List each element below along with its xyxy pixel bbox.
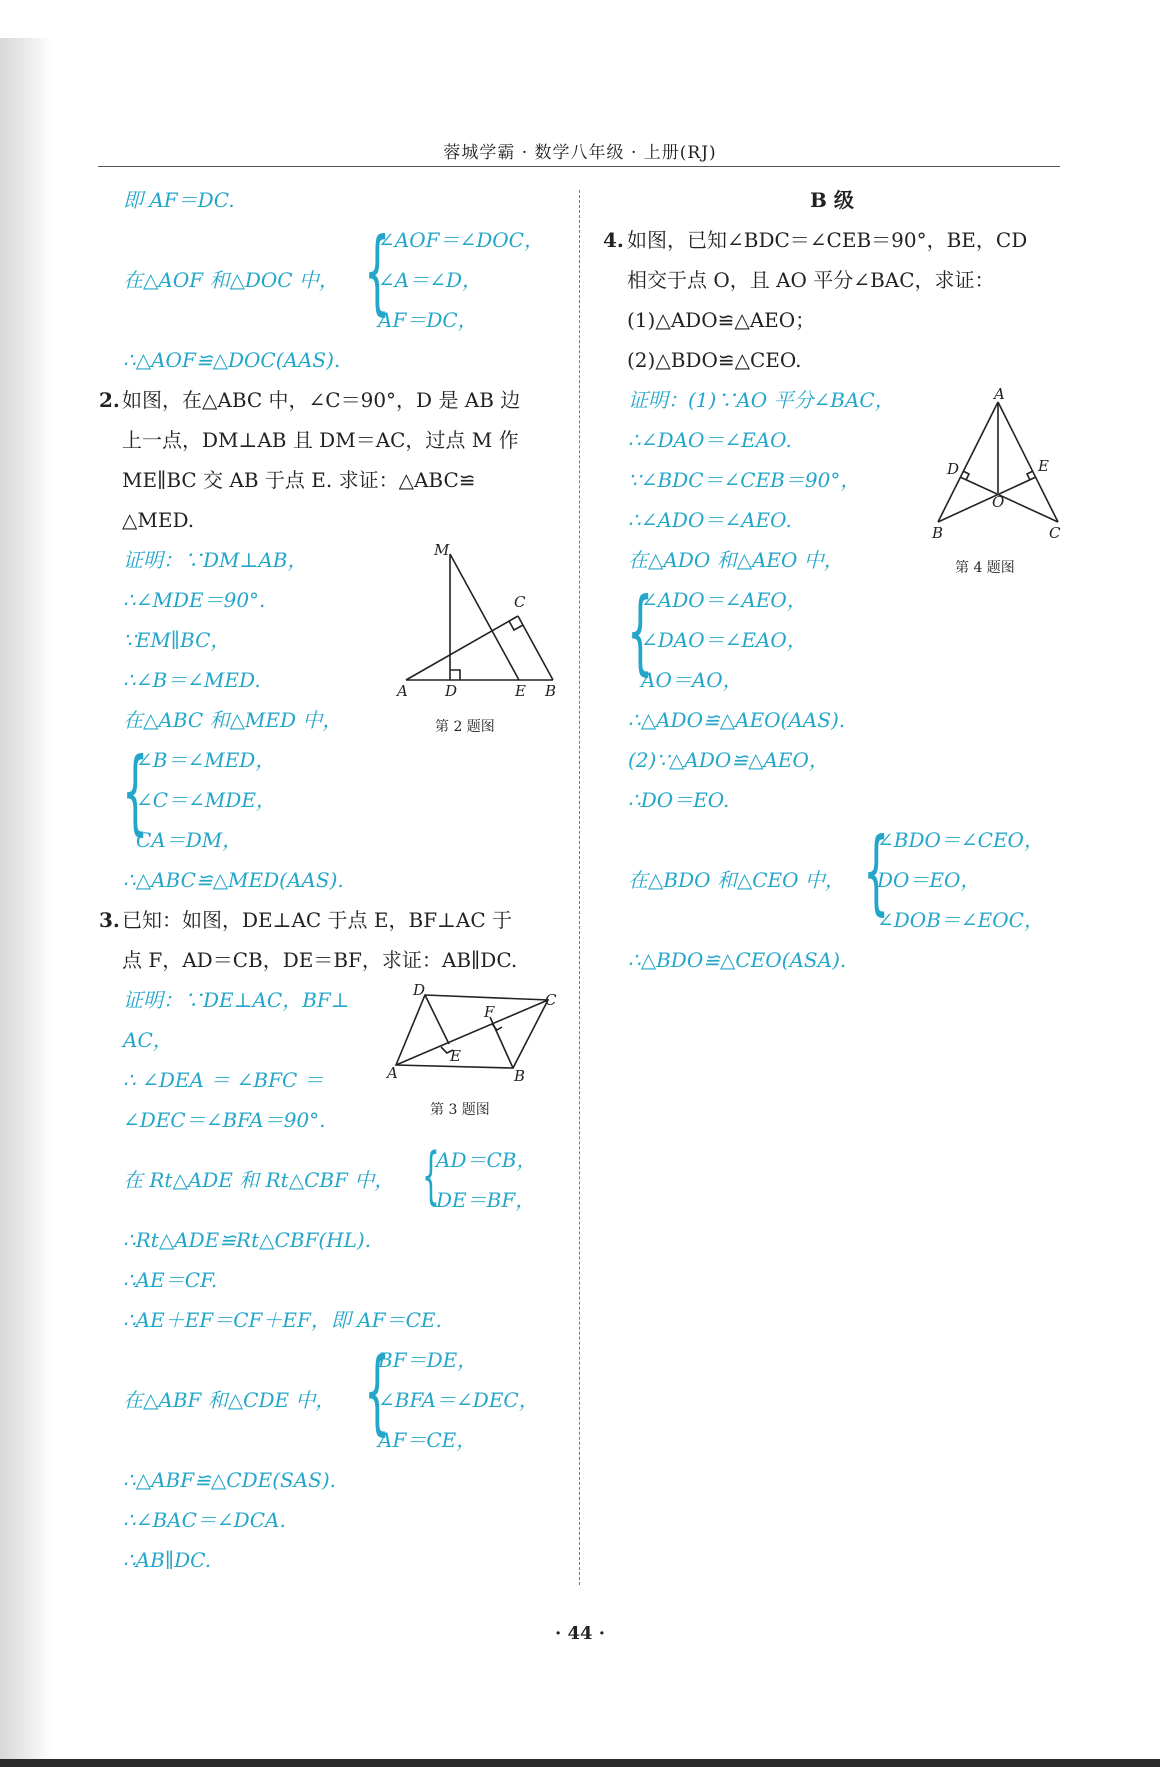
fig4-label-A: A: [994, 385, 1005, 403]
p4-brace1-item-3: AO＝AO，: [641, 668, 743, 692]
fig2-label-E: E: [515, 682, 526, 700]
p3-mid-2: ∴AE＝CF.: [123, 1268, 218, 1292]
p3-brace2-symbol: {: [364, 1338, 391, 1445]
left-line-1: 即 AF＝DC.: [123, 188, 235, 212]
p3-brace2-intro: 在△ABF 和△CDE 中，: [123, 1388, 336, 1412]
figure-2: [390, 540, 570, 700]
p3-proof-3: ∴ ∠DEA ＝ ∠BFC ＝: [123, 1068, 324, 1092]
fig4-label-B: B: [932, 524, 944, 542]
p2-brace-symbol: {: [122, 738, 149, 845]
p4-brace1-symbol: {: [627, 578, 654, 685]
fig4-line-CD: [960, 477, 1058, 522]
p4-mid-3: ∴DO＝EO.: [628, 788, 730, 812]
fig3-right-angle-F: [492, 1024, 502, 1030]
p4-brace2-symbol: {: [863, 818, 890, 925]
left-line-2: ∴△AOF≌△DOC(AAS).: [123, 348, 341, 372]
header-rule: [98, 166, 1060, 167]
fig3-label-F: F: [484, 1003, 495, 1021]
p4-proof-2: ∴∠DAO＝∠EAO.: [628, 428, 792, 452]
column-divider: [579, 190, 580, 1585]
p3-brace1-item-1: AD＝CB，: [436, 1148, 537, 1172]
p4-stmt-2: 相交于点 O，且 AO 平分∠BAC，求证：: [627, 268, 995, 292]
fig2-label-M: M: [434, 541, 450, 559]
p4-proof-5: 在△ADO 和△AEO 中，: [628, 548, 844, 572]
fig2-label-A: A: [397, 682, 408, 700]
p3-brace2-item-1: BF＝DE，: [378, 1348, 478, 1372]
p3-proof-4: ∠DEC＝∠BFA＝90°.: [123, 1108, 326, 1132]
p3-stmt-2: 点 F，AD＝CB，DE＝BF，求证：AB∥DC.: [122, 948, 518, 972]
p2-conclusion: ∴△ABC≌△MED(AAS).: [123, 868, 344, 892]
fig4-label-E: E: [1038, 457, 1049, 475]
fig2-right-angle-D: [450, 670, 460, 680]
p3-brace2-item-3: AF＝CE，: [378, 1428, 477, 1452]
p4-proof-4: ∴∠ADO＝∠AEO.: [628, 508, 792, 532]
fig2-label-B: B: [545, 682, 557, 700]
brace1-symbol: {: [364, 218, 391, 325]
page-header: 蓉城学霸 · 数学八年级 · 上册(RJ): [443, 143, 717, 163]
p2-proof-1: 证明：∵DM⊥AB，: [123, 548, 308, 572]
p4-stmt-4: (2)△BDO≌△CEO.: [627, 348, 802, 372]
p3-proof-2: AC，: [123, 1028, 173, 1052]
fig2-label-C: C: [514, 593, 526, 611]
p2-stmt-1: 如图，在△ABC 中，∠C＝90°，D 是 AB 边: [122, 388, 521, 412]
p3-brace1-item-2: DE＝BF，: [436, 1188, 536, 1212]
page-edge-shadow: [0, 0, 52, 1767]
fig3-label-A: A: [387, 1064, 398, 1082]
p4-proof-1: 证明：(1)∵AO 平分∠BAC，: [628, 388, 895, 412]
p2-brace-item-3: CA＝DM，: [136, 828, 243, 852]
p4-brace2-item-2: DO＝EO，: [877, 868, 981, 892]
p4-mid-1: ∴△ADO≌△AEO(AAS).: [628, 708, 846, 732]
brace1-item-1: ∠AOF＝∠DOC，: [378, 228, 544, 252]
fig4-line-BE: [938, 477, 1036, 522]
figure-2-caption: 第 2 题图: [435, 719, 495, 735]
p4-brace2-intro: 在△BDO 和△CEO 中，: [628, 868, 845, 892]
p2-proof-5: 在△ABC 和△MED 中，: [123, 708, 343, 732]
p2-stmt-3: ME∥BC 交 AB 于点 E. 求证：△ABC≌: [122, 468, 476, 492]
p3-stmt-1: 已知：如图，DE⊥AC 于点 E，BF⊥AC 于: [122, 908, 512, 932]
p4-mid-2: (2)∵△ADO≌△AEO，: [628, 748, 829, 772]
fig4-line-AC: [998, 402, 1058, 522]
p2-stmt-2: 上一点，DM⊥AB 且 DM＝AC，过点 M 作: [122, 428, 519, 452]
p3-brace2-item-2: ∠BFA＝∠DEC，: [378, 1388, 539, 1412]
p3-mid-1: ∴Rt△ADE≌Rt△CBF(HL).: [123, 1228, 372, 1252]
p4-proof-3: ∵∠BDC＝∠CEB＝90°，: [628, 468, 861, 492]
level-b-heading: B 级: [810, 188, 854, 212]
bottom-bar: [0, 1759, 1160, 1767]
p3-brace1-symbol: {: [422, 1139, 440, 1212]
fig3-line-DE: [425, 995, 449, 1044]
p2-brace-item-2: ∠C＝∠MDE，: [136, 788, 276, 812]
fig3-label-C: C: [545, 991, 557, 1009]
p4-brace2-item-3: ∠DOB＝∠EOC，: [877, 908, 1044, 932]
p3-end-1: ∴△ABF≌△CDE(SAS).: [123, 1468, 337, 1492]
brace1-intro: 在△AOF 和△DOC 中，: [123, 268, 339, 292]
fig3-label-B: B: [514, 1067, 526, 1082]
figure-3: [385, 982, 565, 1082]
page-number: · 44 ·: [554, 1623, 606, 1644]
figure-3-caption: 第 3 题图: [430, 1102, 490, 1118]
p3-proof-1: 证明：∵DE⊥AC，BF⊥: [123, 988, 350, 1012]
fig2-label-D: D: [445, 682, 458, 700]
p4-stmt-1: 如图，已知∠BDC＝∠CEB＝90°，BE，CD: [627, 228, 1028, 252]
problem-4-number: 4.: [603, 228, 624, 252]
brace1-item-3: AF＝DC，: [378, 308, 478, 332]
p4-brace1-item-1: ∠ADO＝∠AEO，: [641, 588, 807, 612]
fig3-quadrilateral: [396, 995, 548, 1068]
p2-brace-item-1: ∠B＝∠MED，: [136, 748, 276, 772]
figure-4: [925, 385, 1070, 545]
p4-conclusion: ∴△BDO≌△CEO(ASA).: [628, 948, 847, 972]
figure-4-caption: 第 4 题图: [955, 560, 1015, 576]
p4-brace2-item-1: ∠BDO＝∠CEO，: [877, 828, 1044, 852]
fig3-label-E: E: [450, 1047, 461, 1065]
fig3-label-D: D: [413, 982, 426, 999]
problem-2-number: 2.: [99, 388, 120, 412]
p4-brace1-item-2: ∠DAO＝∠EAO，: [641, 628, 807, 652]
p2-stmt-4: △MED.: [122, 508, 195, 532]
problem-3-number: 3.: [99, 908, 120, 932]
p3-end-2: ∴∠BAC＝∠DCA.: [123, 1508, 286, 1532]
p2-proof-3: ∵EM∥BC，: [123, 628, 231, 652]
p4-stmt-3: (1)△ADO≌△AEO；: [627, 308, 816, 332]
fig4-label-C: C: [1049, 524, 1061, 542]
fig4-label-O: O: [992, 493, 1005, 511]
fig2-line-ME: [450, 554, 519, 680]
p3-brace1-intro: 在 Rt△ADE 和 Rt△CBF 中，: [123, 1168, 395, 1192]
p3-end-3: ∴AB∥DC.: [123, 1548, 212, 1572]
fig4-label-D: D: [947, 460, 960, 478]
p2-proof-4: ∴∠B＝∠MED.: [123, 668, 261, 692]
p2-proof-2: ∴∠MDE＝90°.: [123, 588, 266, 612]
p3-mid-3: ∴AE＋EF＝CF＋EF，即 AF＝CE.: [123, 1308, 442, 1332]
brace1-item-2: ∠A＝∠D，: [378, 268, 482, 292]
